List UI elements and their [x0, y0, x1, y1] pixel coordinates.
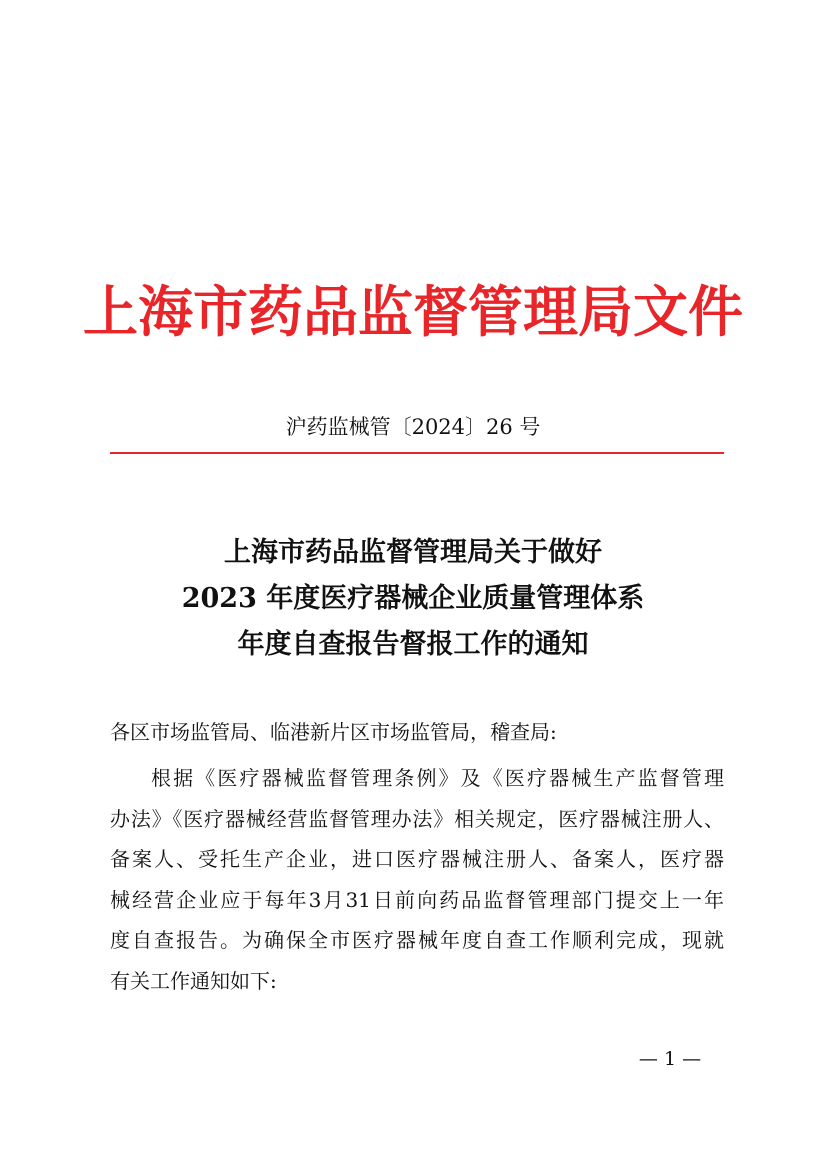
body-line-2: 办法》《医疗器械经营监督管理办法》相关规定，医疗器械注册人、: [110, 806, 724, 831]
notice-title-line-1: 上海市药品监督管理局关于做好: [224, 537, 602, 568]
body-line-5: 度自查报告。为确保全市医疗器械年度自查工作顺利完成，现就: [110, 928, 724, 952]
body-line-1: 根据《医疗器械监督管理条例》及《医疗器械生产监督管理: [151, 766, 724, 790]
notice-title-line-3: 年度自查报告督报工作的通知: [237, 629, 589, 660]
masthead-title: 上海市药品监督管理局文件: [82, 279, 743, 344]
document-number: 沪药监械管〔2024〕26 号: [285, 415, 541, 439]
salutation: 各区市场监管局、临港新片区市场监管局，稽查局:: [110, 720, 557, 744]
body-line-4: 械经营企业应于每年3月31日前向药品监督管理部门提交上一年: [110, 887, 724, 912]
body-paragraph: [110, 758, 724, 1001]
body-line-6: 有关工作通知如下:: [110, 968, 277, 993]
red-divider-line: [110, 452, 724, 454]
notice-title-line-2: 2023 年度医疗器械企业质量管理体系: [181, 583, 645, 614]
notice-title: [0, 530, 826, 668]
page-number: — 1 —: [638, 1048, 702, 1070]
body-line-3: 备案人、受托生产企业，进口医疗器械注册人、备案人，医疗器: [110, 847, 724, 871]
